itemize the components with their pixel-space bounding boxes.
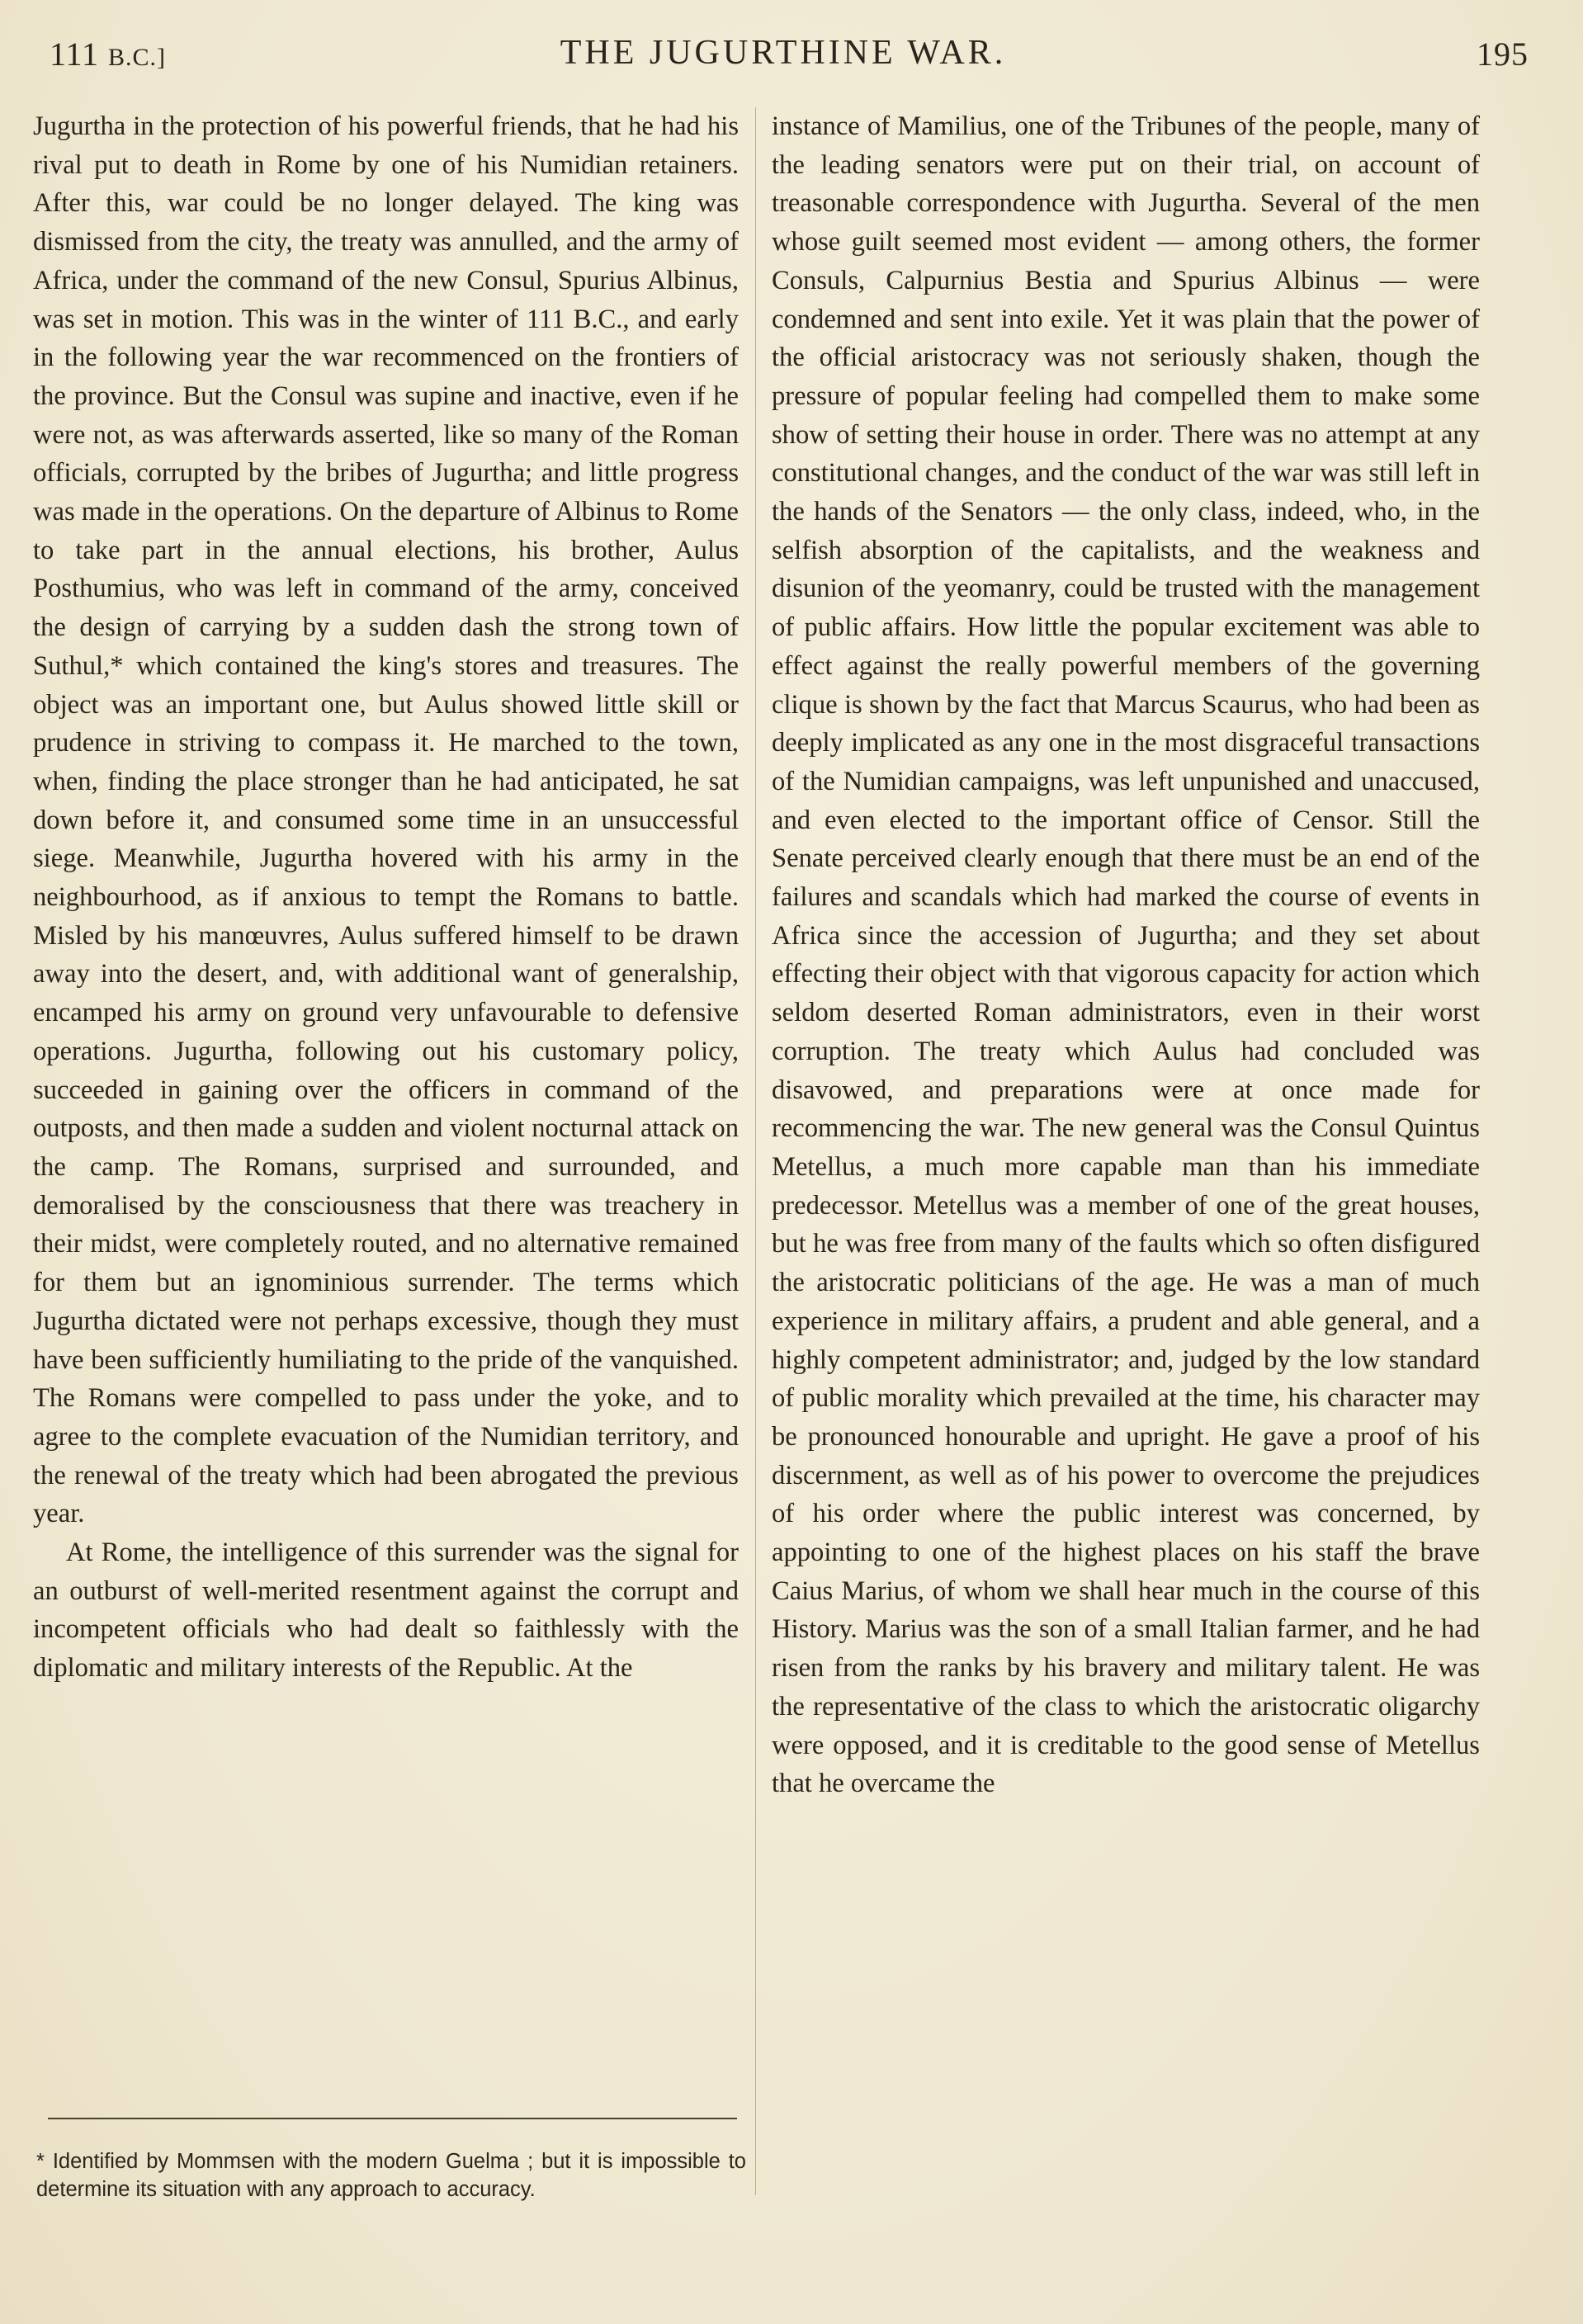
right-column (772, 107, 1480, 1803)
column-divider (755, 107, 756, 2195)
left-paragraph-2: At Rome, the intelligence of this surrender was the signal for an outburst of well-merited resentment against the corrupt and incompetent officials who had dealt so faithlessly with the diplomatic and military interests of the Republic. At the (33, 1538, 739, 1684)
left-column (33, 107, 739, 1688)
footnote (36, 2147, 746, 2204)
page-number: 195 (1477, 35, 1529, 73)
header-title: THE JUGURTHINE WAR. (560, 34, 1007, 72)
header-year-number: 111 (50, 35, 100, 73)
left-paragraph-1: Jugurtha in the protection of his powerful friends, that he had his rival put to death in Rome by one of his Numidian retainers. After this, war could be no longer delayed. The king was dismissed from the city, the treaty was annulled, and the army of Africa, under the command of the new Consul, Spurius Albinus, was set in motion. This was in the winter of 111 B.C., and early in the following year the war recommenced on the frontiers of the province. But the Consul was supine and inactive, even if he were not, as was afterwards asserted, like so many of the Roman officials, corrupted by the bribes of Jugurtha; and little progress was made in the operations. On the departure of Albinus to Rome to take part in the annual elections, his brother, Aulus Posthumius, who was left in command of the army, conceived the design of carrying by a sudden dash the strong town of Suthul,* which contained the king's stores and treasures. The object was an important one, but Aulus showed little skill or prudence in striving to compass it. He marched to the town, when, finding the place stronger than he had anticipated, he sat down before it, and consumed some time in an unsuccessful siege. Meanwhile, Jugurtha hovered with his army in the neighbourhood, as if anxious to tempt the Romans to battle. Misled by his manœuvres, Aulus suffered himself to be drawn away into the desert, and, with additional want of generalship, encamped his army on ground very unfavourable to defensive operations. Jugurtha, following out his customary policy, succeeded in gaining over the officers in command of the outposts, and then made a sudden and violent nocturnal attack on the camp. The Romans, surprised and surrounded, and demoralised by the consciousness that there was treachery in their midst, were completely routed, and no alternative remained for them but an ignominious surrender. The terms which Jugurtha dictated were not perhaps excessive, though they must have been sufficiently humiliating to the pride of the vanquished. The Romans were compelled to pass under the yoke, and to agree to the complete evacuation of the Numidian territory, and the renewal of the treaty which had been abrogated the previous year. (33, 111, 739, 1529)
running-header (33, 30, 1533, 79)
right-paragraph-1: instance of Mamilius, one of the Tribunes of the people, many of the leading senators were put on their trial, on account of treasonable correspondence with Jugurtha. Several of the men whose guilt seemed most evident — among others, the former Consuls, Calpurnius Bestia and Spurius Albinus — were condemned and sent into exile. Yet it was plain that the power of the official aristocracy was not seriously shaken, though the pressure of popular feeling had compelled them to make some show of setting their house in order. There was no attempt at any constitutional changes, and the conduct of the war was still left in the hands of the Senators — the only class, indeed, who, in the selfish absorption of the capitalists, and the weakness and disunion of the yeomanry, could be trusted with the management of public affairs. How little the popular excitement was able to effect against the really powerful members of the governing clique is shown by the fact that Marcus Scaurus, who had been as deeply implicated as any one in the most disgraceful transactions of the Numidian campaigns, was left unpunished and unaccused, and even elected to the important office of Censor. Still the Senate perceived clearly enough that there must be an end of the failures and scandals which had marked the course of events in Africa since the accession of Jugurtha; and they set about effecting their object with that vigorous capacity for action which seldom deserted Roman administrators, even in their worst corruption. The treaty which Aulus had concluded was disavowed, and preparations were at once made for recommencing the war. The new general was the Consul Quintus Metellus, a much more capable man than his immediate predecessor. Metellus was a member of one of the great houses, but he was free from many of the faults which so often disfigured the aristocratic politicians of the age. He was a man of much experience in military affairs, a prudent and able general, and a highly competent administrator; and, judged by the low standard of public morality which prevailed at the time, his character may be pronounced honourable and upright. He gave a proof of his discernment, as well as of his power to overcome the prejudices of his order where the public interest was concerned, by appointing to one of the highest places on his staff the brave Caius Marius, of whom we shall hear much in the course of this History. Marius was the son of a small Italian farmer, and he had risen from the ranks by his bravery and military talent. He was the representative of the class to which the aristocratic oligarchy were opposed, and it is creditable to the good sense of Metellus that he overcame the (772, 111, 1480, 1799)
footnote-text: * Identified by Mommsen with the modern Guelma ; but it is impossible to determine its situation with any approach to accuracy. (36, 2150, 746, 2201)
footnote-rule (48, 2118, 737, 2119)
header-era: B.C.] (108, 44, 167, 71)
